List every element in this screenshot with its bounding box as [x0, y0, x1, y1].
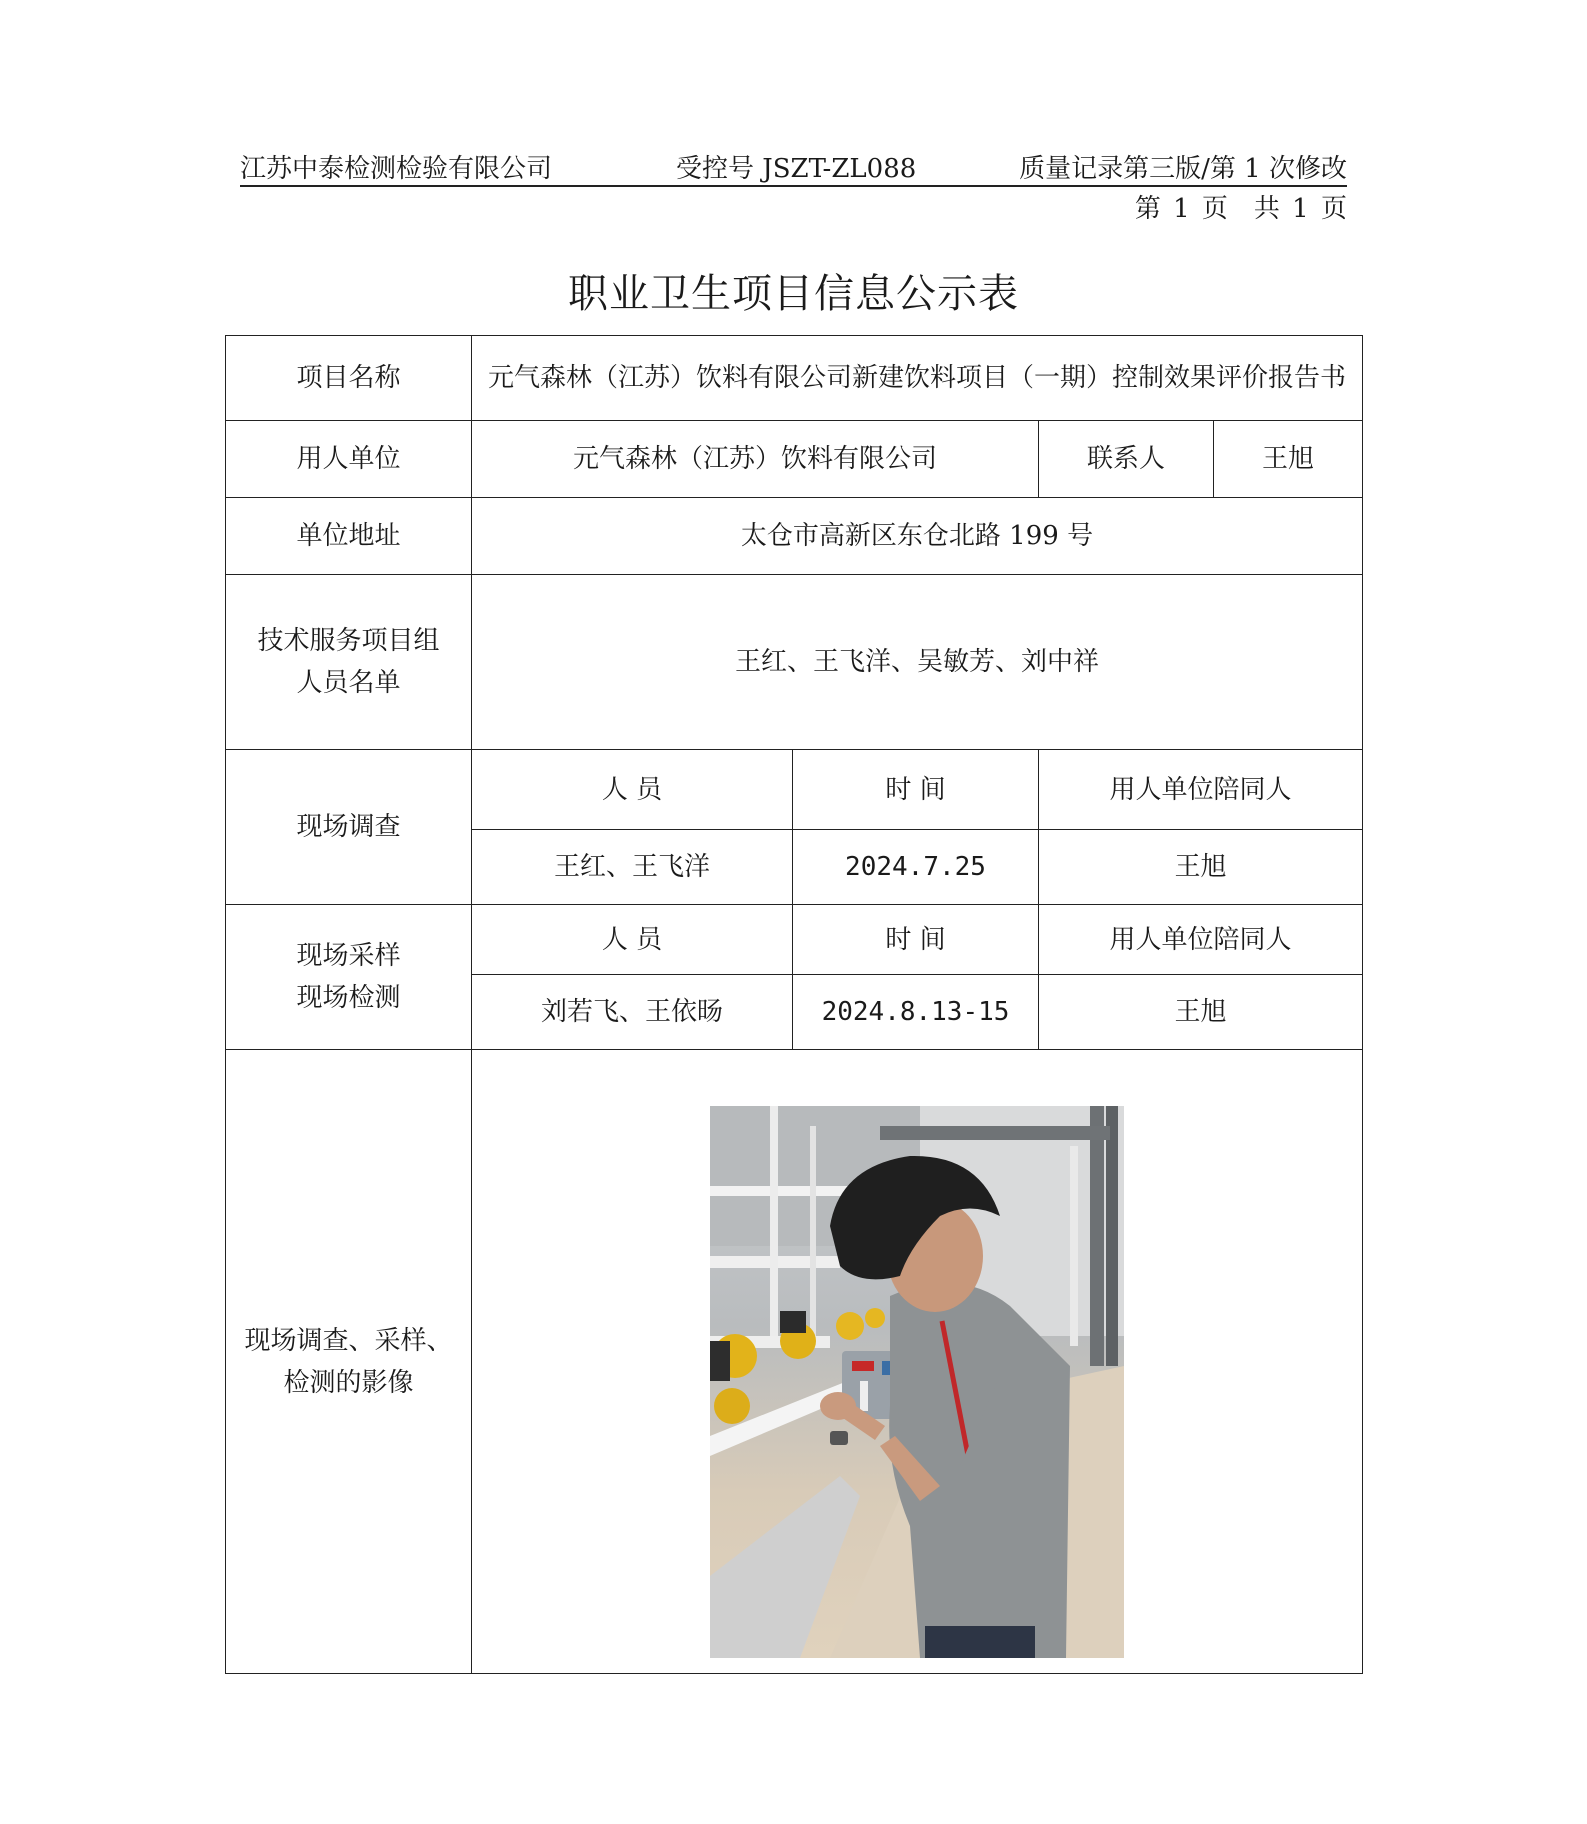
- survey-person: 王红、王飞洋: [472, 830, 793, 905]
- survey-col-escort: 用人单位陪同人: [1039, 750, 1363, 830]
- project-name-value: 元气森林（江苏）饮料有限公司新建饮料项目（一期）控制效果评价报告书: [472, 336, 1363, 421]
- contact-label: 联系人: [1039, 421, 1214, 498]
- sampling-label-line2: 现场检测: [296, 983, 401, 1013]
- row-employer: [226, 421, 1363, 498]
- header-version: 质量记录第三版/第 1 次修改: [1019, 154, 1347, 184]
- project-name-label: 项目名称: [226, 336, 472, 421]
- row-survey-header: [226, 750, 1363, 830]
- employer-value: 元气森林（江苏）饮料有限公司: [472, 421, 1039, 498]
- header-company: 江苏中泰检测检验有限公司: [240, 154, 553, 184]
- header-control-number: 受控号 JSZT-ZL088: [676, 154, 917, 184]
- row-project-name: [226, 336, 1363, 421]
- address-label: 单位地址: [226, 498, 472, 575]
- sampling-col-escort: 用人单位陪同人: [1039, 905, 1363, 975]
- team-label-line2: 人员名单: [296, 668, 401, 698]
- row-image: [226, 1050, 1363, 1674]
- sampling-escort: 王旭: [1039, 975, 1363, 1050]
- sampling-time: 2024.8.13-15: [793, 975, 1039, 1050]
- row-team: [226, 575, 1363, 750]
- survey-time: 2024.7.25: [793, 830, 1039, 905]
- address-value: 太仓市高新区东仓北路 199 号: [472, 498, 1363, 575]
- team-label-line1: 技术服务项目组: [257, 626, 440, 656]
- team-label: [226, 575, 472, 750]
- sampling-col-time: 时 间: [793, 905, 1039, 975]
- survey-escort: 王旭: [1039, 830, 1363, 905]
- header-page-info: 第 1 页 共 1 页: [1134, 194, 1347, 224]
- survey-col-time: 时 间: [793, 750, 1039, 830]
- header-rule: [240, 185, 1347, 187]
- sampling-person: 刘若飞、王依旸: [472, 975, 793, 1050]
- contact-value: 王旭: [1214, 421, 1363, 498]
- site-inspection-photo: [710, 1106, 1124, 1658]
- info-table: [225, 335, 1363, 1674]
- sampling-label-line1: 现场采样: [296, 941, 401, 971]
- image-label: [226, 1050, 472, 1674]
- employer-label: 用人单位: [226, 421, 472, 498]
- survey-label: 现场调查: [226, 750, 472, 905]
- survey-col-person: 人 员: [472, 750, 793, 830]
- sampling-col-person: 人 员: [472, 905, 793, 975]
- image-label-line2: 检测的影像: [283, 1367, 414, 1398]
- row-address: [226, 498, 1363, 575]
- sampling-label: [226, 905, 472, 1050]
- image-label-line1: 现场调查、采样、: [244, 1325, 453, 1356]
- team-value: 王红、王飞洋、吴敏芳、刘中祥: [472, 575, 1363, 750]
- row-sampling-header: [226, 905, 1363, 975]
- image-cell: [472, 1050, 1363, 1674]
- page-title: 职业卫生项目信息公示表: [568, 271, 1019, 317]
